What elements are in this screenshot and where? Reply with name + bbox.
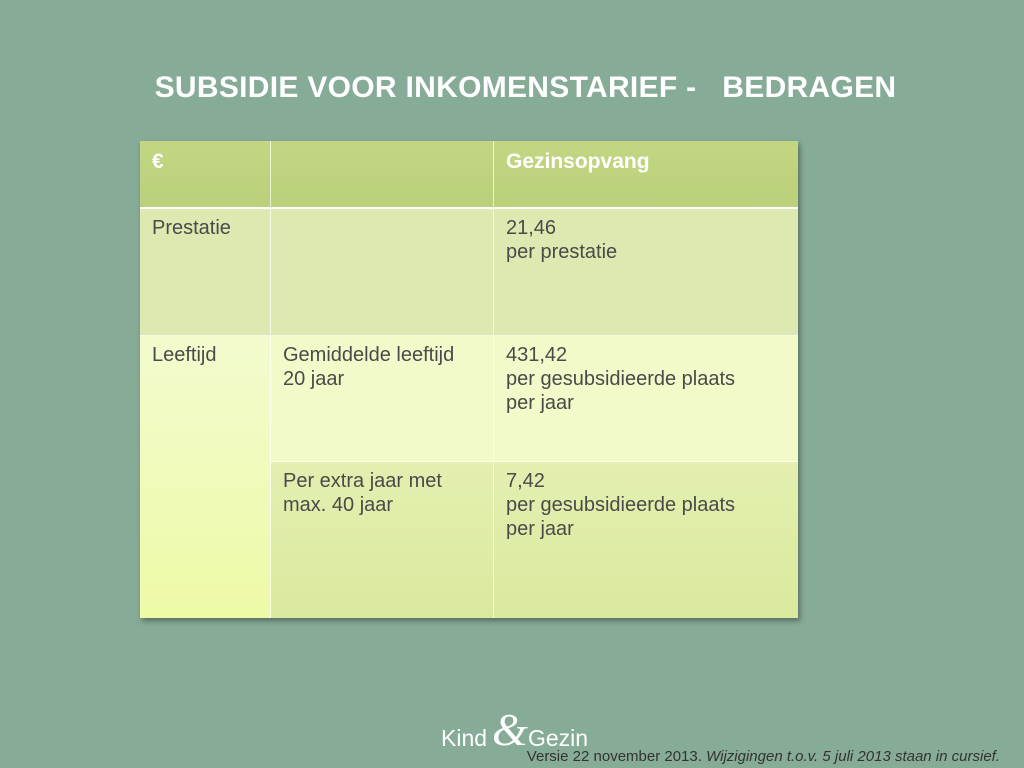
logo-word-kind: Kind bbox=[441, 725, 488, 751]
prestatie-unit: per prestatie bbox=[506, 241, 618, 263]
extra-desc-line: Per extra jaar met bbox=[283, 470, 442, 492]
prestatie-amount: 21,46 bbox=[506, 217, 557, 239]
row-label-leeftijd: Leeftijd bbox=[140, 336, 271, 618]
cell-leeftijd-extra-value bbox=[494, 462, 798, 618]
row-label-prestatie: Prestatie bbox=[140, 209, 271, 336]
base-desc-line: 20 jaar bbox=[283, 368, 345, 390]
subsidy-table bbox=[140, 141, 798, 618]
table-header-gezinsopvang: Gezinsopvang bbox=[494, 141, 798, 209]
row-prestatie-empty bbox=[271, 209, 494, 336]
base-amount: 431,42 bbox=[506, 344, 568, 366]
cell-prestatie-value bbox=[494, 209, 798, 336]
extra-desc-line: max. 40 jaar bbox=[283, 494, 394, 516]
footer-version-note bbox=[527, 748, 1000, 766]
base-desc-line: Gemiddelde leeftijd bbox=[283, 344, 455, 366]
footer-version: Versie 22 november 2013. bbox=[526, 748, 702, 765]
cell-leeftijd-base-desc bbox=[271, 336, 494, 462]
extra-unit-line: per jaar bbox=[506, 518, 574, 540]
table-header-empty bbox=[271, 141, 494, 209]
base-unit-line: per gesubsidieerde plaats bbox=[506, 368, 736, 390]
table-header-currency: € bbox=[140, 141, 271, 209]
base-unit-line: per jaar bbox=[506, 392, 574, 414]
cell-leeftijd-extra-desc bbox=[271, 462, 494, 618]
cell-leeftijd-base-value bbox=[494, 336, 798, 462]
extra-amount: 7,42 bbox=[506, 470, 545, 492]
logo-ampersand-icon: & bbox=[492, 704, 528, 755]
extra-unit-line: per gesubsidieerde plaats bbox=[506, 494, 736, 516]
footer-italic-note: Wijzigingen t.o.v. 5 juli 2013 staan in cursief. bbox=[706, 748, 1000, 765]
slide-title: SUBSIDIE VOOR INKOMENSTARIEF - BEDRAGEN bbox=[154, 71, 897, 104]
logo-word-gezin: Gezin bbox=[528, 725, 589, 751]
